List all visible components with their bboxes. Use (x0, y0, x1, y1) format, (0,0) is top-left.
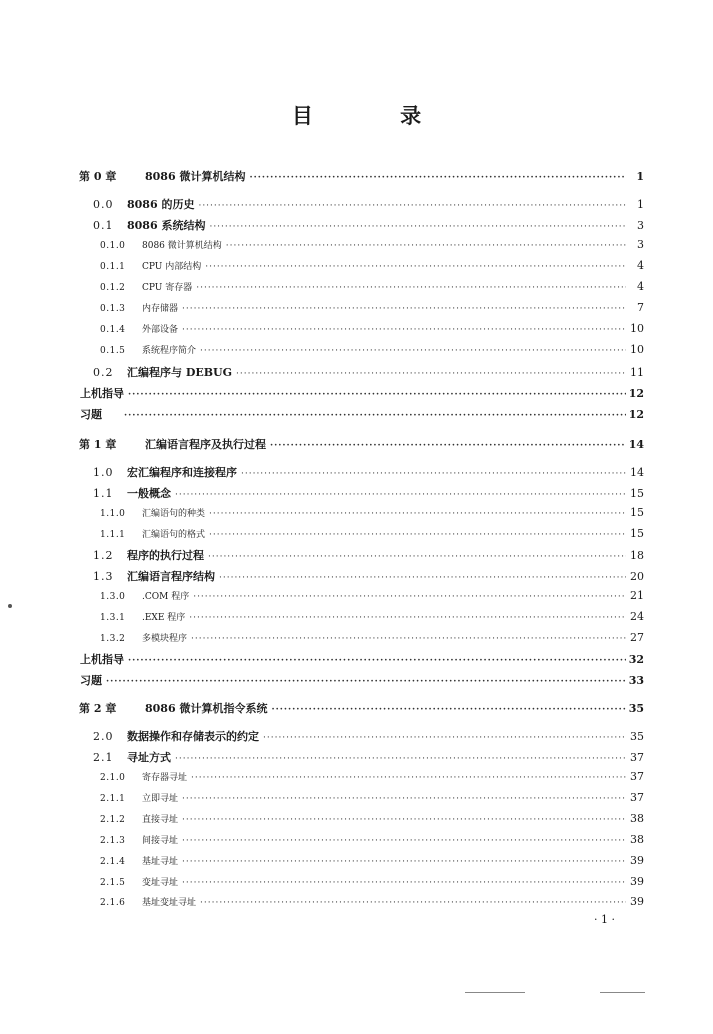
toc-page: 14 (628, 438, 644, 451)
toc-section (80, 651, 644, 667)
toc-number: 1.3.2 (100, 634, 126, 644)
leader-dots (271, 705, 626, 715)
toc-subsection (100, 875, 644, 888)
leader-dots (196, 283, 626, 293)
toc-page: 24 (630, 610, 644, 623)
leader-dots (175, 490, 626, 500)
toc-subsection (100, 589, 644, 602)
toc-page: 38 (630, 812, 644, 825)
toc-subsection (100, 610, 644, 623)
toc-page: 27 (630, 631, 644, 644)
toc-number: 1.1 (93, 487, 114, 500)
toc-page: 15 (630, 506, 644, 519)
toc-page: 7 (637, 301, 644, 314)
leader-dots (175, 754, 626, 764)
toc-page: 32 (628, 653, 644, 666)
toc-title: .COM 程序 (142, 592, 190, 602)
toc-title: 内存储器 (142, 304, 179, 314)
leader-dots (189, 613, 626, 623)
leader-dots (200, 346, 626, 356)
toc-title: 基址变址寻址 (142, 898, 197, 908)
leader-dots (182, 815, 626, 825)
toc-page: 33 (628, 674, 644, 687)
toc-number: 1.1.0 (100, 509, 126, 519)
toc-title: 间接寻址 (142, 836, 179, 846)
toc-number: 0.1.5 (100, 346, 126, 356)
toc-title: 汇编语言程序及执行过程 (145, 438, 266, 451)
leader-dots (182, 857, 626, 867)
toc-section (93, 547, 644, 563)
toc-title: 汇编语言程序结构 (127, 570, 215, 583)
toc-section (93, 728, 644, 744)
toc-page: 39 (630, 895, 644, 908)
toc-page: 12 (628, 408, 644, 421)
toc-title: 程序的执行过程 (127, 549, 204, 562)
toc-section (80, 672, 644, 688)
toc-page: 12 (628, 387, 644, 400)
toc-section (80, 385, 644, 401)
toc-subsection (100, 833, 644, 846)
leader-dots (205, 262, 626, 272)
toc-number: 第 0 章 (79, 170, 117, 183)
toc-title: 一般概念 (127, 487, 171, 500)
toc-page: 20 (630, 570, 644, 583)
toc-number: 2.1.0 (100, 773, 126, 783)
leader-dots (182, 794, 626, 804)
toc-title: .EXE 程序 (142, 613, 186, 623)
scan-speck (8, 604, 12, 608)
toc-number: 2.1.4 (100, 857, 126, 867)
toc-number: 2.1.3 (100, 836, 126, 846)
toc-section (93, 485, 644, 501)
toc-title: 上机指导 (80, 387, 124, 400)
toc-subsection (100, 812, 644, 825)
toc-title: 8086 微计算机结构 (145, 170, 246, 183)
page-title: 目 录 (291, 103, 462, 128)
toc-title: 上机指导 (80, 653, 124, 666)
leader-dots (182, 878, 626, 888)
toc-section (93, 749, 644, 765)
toc-section (93, 568, 644, 584)
toc-page: 15 (630, 487, 644, 500)
toc-title: 8086 微计算机指令系统 (145, 702, 268, 715)
scan-line (465, 992, 525, 993)
toc-number: 0.1.4 (100, 325, 126, 335)
toc-title: 寻址方式 (127, 751, 171, 764)
toc-number: 0.0 (93, 198, 114, 211)
toc-page: 15 (630, 527, 644, 540)
toc-page: 14 (630, 466, 644, 479)
leader-dots (249, 173, 626, 183)
toc-subsection (100, 322, 644, 335)
toc-chapter-1 (79, 436, 644, 452)
toc-page: 37 (630, 751, 644, 764)
toc-title: 汇编语句的种类 (142, 509, 206, 519)
leader-dots (198, 201, 626, 211)
toc-subsection (100, 280, 644, 293)
toc-title: 寄存器寻址 (142, 773, 188, 783)
toc-subsection (100, 301, 644, 314)
leader-dots (193, 592, 626, 602)
toc-subsection (100, 791, 644, 804)
toc-number: 2.0 (93, 730, 114, 743)
toc-number: 0.1.0 (100, 241, 126, 251)
leader-dots (200, 898, 626, 908)
toc-title: 8086 系统结构 (127, 219, 206, 232)
toc-subsection (100, 631, 644, 644)
toc-title: 数据操作和存储表示的约定 (127, 730, 259, 743)
toc-number: 0.2 (93, 366, 114, 379)
toc-number: 2.1.2 (100, 815, 126, 825)
toc-page: 10 (630, 343, 644, 356)
toc-title: 习题 (80, 674, 102, 687)
toc-title: 系统程序简介 (142, 346, 197, 356)
toc-number: 0.1.2 (100, 283, 126, 293)
toc-title: 变址寻址 (142, 878, 179, 888)
leader-dots (106, 677, 626, 687)
leader-dots (191, 634, 626, 644)
leader-dots (241, 469, 626, 479)
leader-dots (219, 573, 626, 583)
toc-title: 直接寻址 (142, 815, 179, 825)
toc-subsection (100, 259, 644, 272)
leader-dots (182, 836, 626, 846)
leader-dots (270, 441, 626, 451)
toc-subsection (100, 527, 644, 540)
leader-dots (191, 773, 626, 783)
toc-page: 3 (637, 219, 644, 232)
leader-dots (236, 369, 626, 379)
toc-page: 38 (630, 833, 644, 846)
toc-section (93, 364, 644, 380)
leader-dots (209, 509, 626, 519)
toc-title: 汇编程序与 DEBUG (127, 366, 233, 379)
toc-page: 11 (630, 366, 644, 379)
toc-section (80, 406, 644, 422)
toc-page: 4 (637, 280, 644, 293)
toc-number: 第 2 章 (79, 702, 117, 715)
toc-page: 3 (637, 238, 644, 251)
toc-number: 2.1.5 (100, 878, 126, 888)
toc-number: 0.1 (93, 219, 114, 232)
toc-title: 宏汇编程序和连接程序 (127, 466, 237, 479)
toc-page: 37 (630, 770, 644, 783)
leader-dots (209, 530, 626, 540)
toc-subsection (100, 895, 644, 908)
toc-subsection (100, 506, 644, 519)
toc-number: 1.3.1 (100, 613, 126, 623)
leader-dots (208, 552, 626, 562)
toc-page: 1 (636, 170, 644, 183)
toc-title: 基址寻址 (142, 857, 179, 867)
toc-number: 1.2 (93, 549, 114, 562)
toc-title: 外部设备 (142, 325, 179, 335)
toc-number: 2.1.1 (100, 794, 126, 804)
toc-title: 习题 (80, 408, 102, 421)
leader-dots (128, 656, 626, 666)
toc-chapter-2 (79, 700, 644, 716)
scan-line (600, 992, 645, 993)
toc-page: 1 (637, 198, 644, 211)
toc-title: 8086 的历史 (127, 198, 195, 211)
toc-subsection (100, 238, 644, 251)
toc-title: 多模块程序 (142, 634, 188, 644)
toc-number: 1.3.0 (100, 592, 126, 602)
toc-title: CPU 寄存器 (142, 283, 193, 293)
toc-number: 2.1 (93, 751, 114, 764)
leader-dots (124, 411, 626, 421)
toc-number: 2.1.6 (100, 898, 126, 908)
leader-dots (128, 390, 626, 400)
toc-number: 1.0 (93, 466, 114, 479)
toc-chapter-0 (79, 168, 644, 184)
leader-dots (263, 733, 626, 743)
toc-number: 1.3 (93, 570, 114, 583)
leader-dots (182, 325, 626, 335)
toc-page: 35 (630, 730, 644, 743)
toc-number: 0.1.1 (100, 262, 126, 272)
toc-title: CPU 内部结构 (142, 262, 202, 272)
toc-title: 立即寻址 (142, 794, 179, 804)
toc-title: 汇编语句的格式 (142, 530, 206, 540)
page-number-footer: · 1 · (594, 913, 615, 926)
toc-page: 18 (630, 549, 644, 562)
toc-page: 21 (630, 589, 644, 602)
toc-page: 39 (630, 875, 644, 888)
toc-subsection (100, 770, 644, 783)
leader-dots (182, 304, 626, 314)
toc-number: 1.1.1 (100, 530, 126, 540)
leader-dots (226, 241, 626, 251)
toc-number: 0.1.3 (100, 304, 126, 314)
toc-subsection (100, 854, 644, 867)
toc-page: 39 (630, 854, 644, 867)
leader-dots (209, 222, 626, 232)
toc-section (93, 464, 644, 480)
toc-page: 4 (637, 259, 644, 272)
toc-page: 35 (628, 702, 644, 715)
toc-title: 8086 微计算机结构 (142, 241, 222, 251)
toc-number: 第 1 章 (79, 438, 117, 451)
toc-section (93, 217, 644, 233)
toc-section (93, 196, 644, 212)
toc-page: 37 (630, 791, 644, 804)
toc-page: 10 (630, 322, 644, 335)
toc-subsection (100, 343, 644, 356)
